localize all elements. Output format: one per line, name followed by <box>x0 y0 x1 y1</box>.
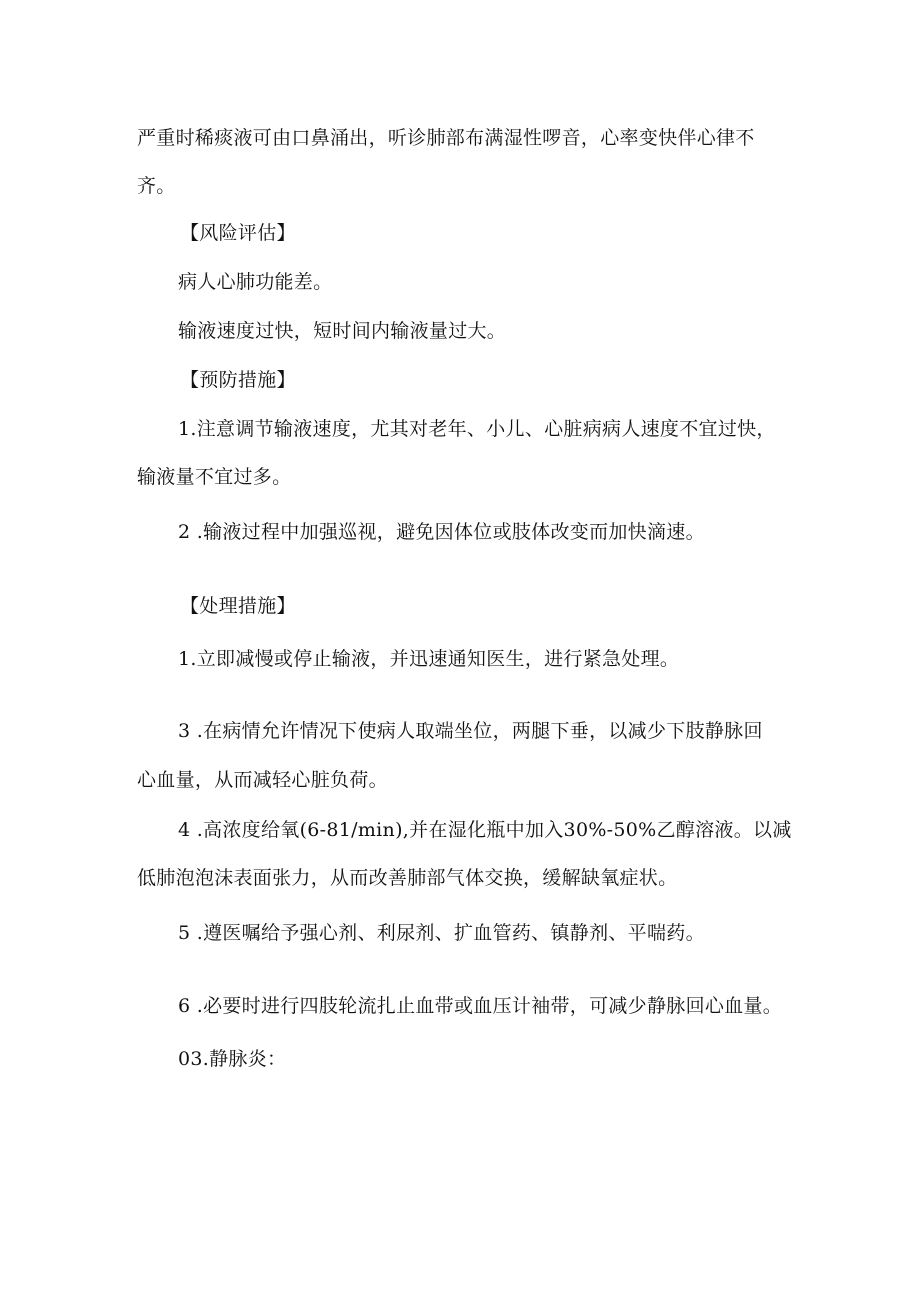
paragraph-line: 6 .必要时进行四肢轮流扎止血带或血压计袖带，可减少静脉回心血量。 <box>178 995 783 1017</box>
paragraph-line: 1.立即减慢或停止输液，并迅速通知医生，进行紧急处理。 <box>178 648 680 670</box>
paragraph-line: 03.静脉炎： <box>178 1048 287 1070</box>
paragraph-line: 输液速度过快，短时间内输液量过大。 <box>178 320 507 342</box>
section-heading: 【风险评估】 <box>180 222 296 244</box>
section-heading: 【预防措施】 <box>180 369 296 391</box>
paragraph-line: 严重时稀痰液可由口鼻涌出，听诊肺部布满湿性啰音，心率变快伴心律不 <box>137 127 755 149</box>
paragraph-line: 输液量不宜过多。 <box>137 466 292 488</box>
paragraph-line: 3 .在病情允许情况下使病人取端坐位，两腿下垂，以减少下肢静脉回 <box>178 720 763 742</box>
paragraph-line: 低肺泡泡沫表面张力，从而改善肺部气体交换，缓解缺氧症状。 <box>137 867 678 889</box>
paragraph-line: 5 .遵医嘱给予强心剂、利尿剂、扩血管药、镇静剂、平喘药。 <box>178 922 705 944</box>
paragraph-line: 心血量，从而减轻心脏负荷。 <box>137 769 388 791</box>
paragraph-line: 1.注意调节输液速度，尤其对老年、小儿、心脏病病人速度不宜过快， <box>178 418 776 440</box>
paragraph-line: 齐。 <box>137 175 176 197</box>
paragraph-line: 2 .输液过程中加强巡视，避免因体位或肢体改变而加快滴速。 <box>178 521 705 543</box>
section-heading: 【处理措施】 <box>180 595 296 617</box>
paragraph-line: 4 .高浓度给氧(6-81∕min),并在湿化瓶中加入30%-50%乙醇溶液。以减 <box>178 819 792 841</box>
paragraph-line: 病人心肺功能差。 <box>178 271 333 293</box>
